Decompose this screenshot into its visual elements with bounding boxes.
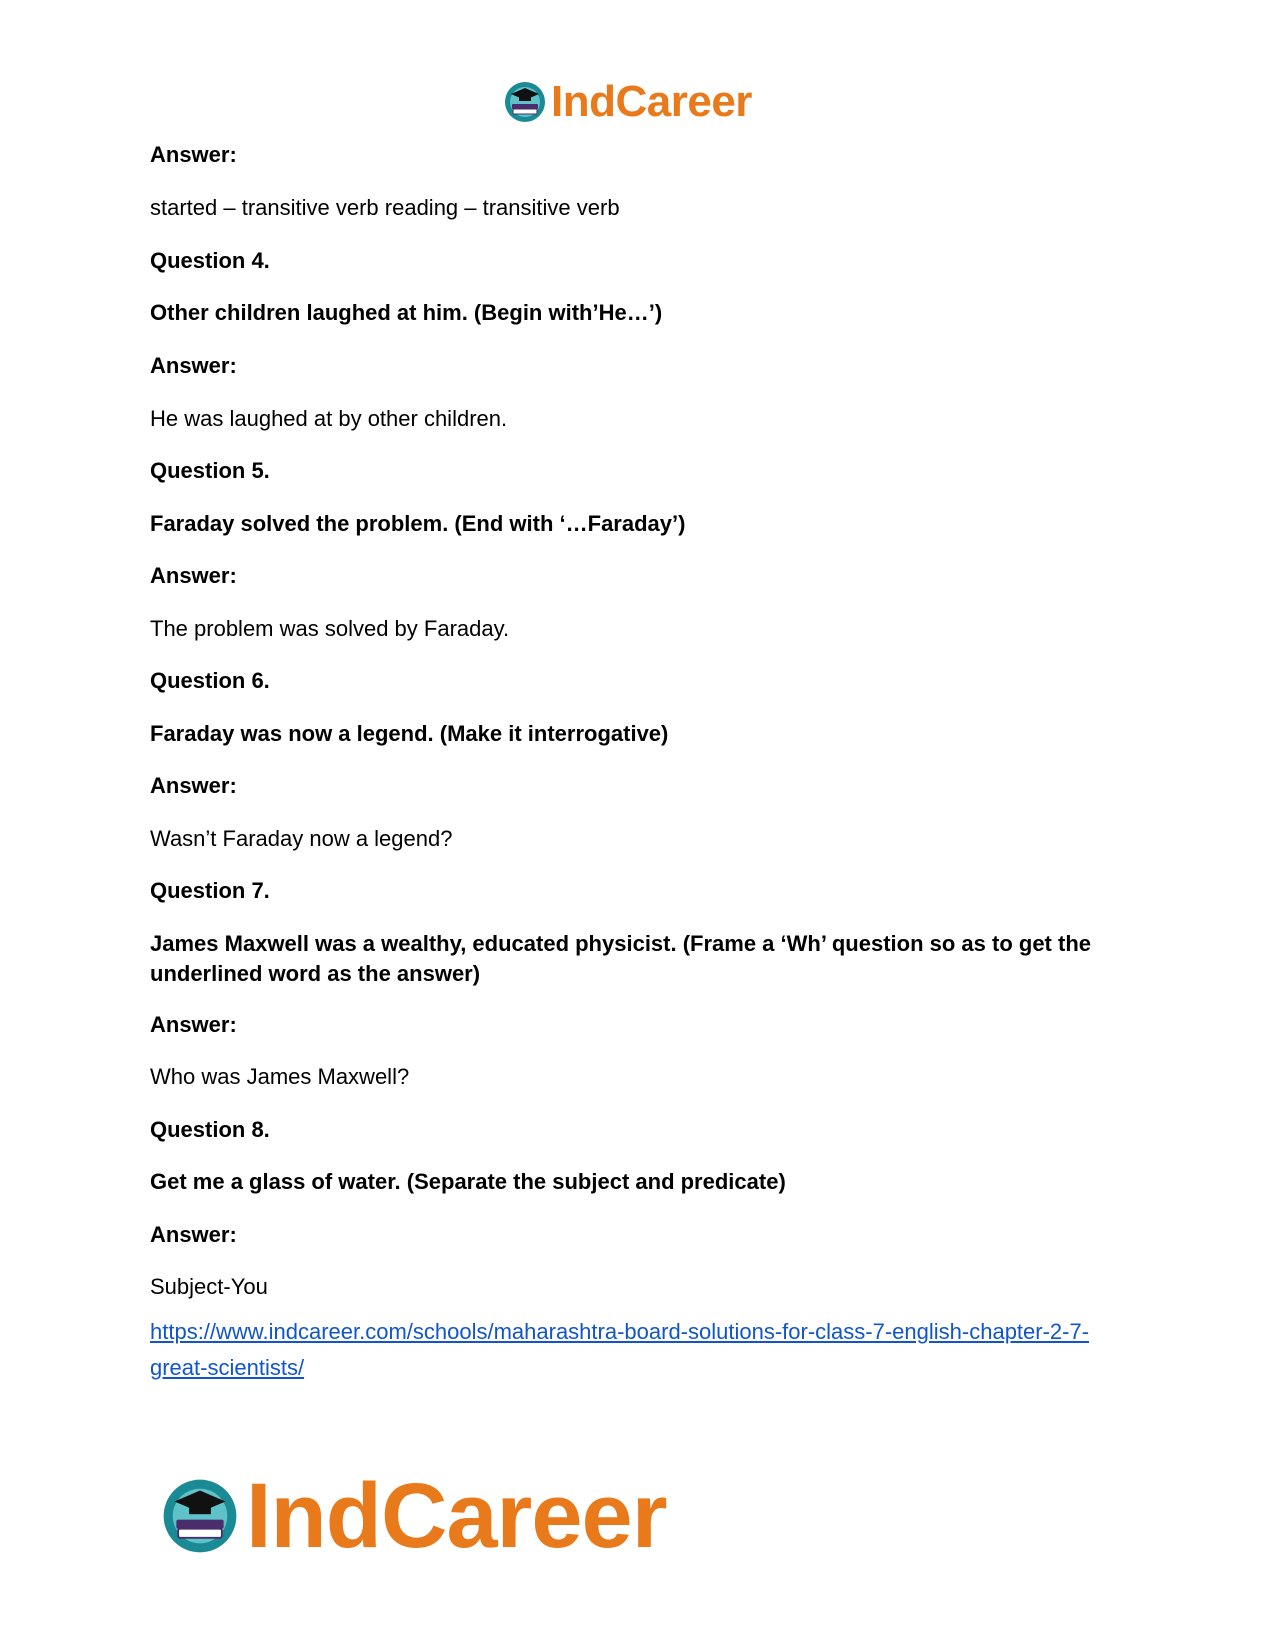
question-number: Question 8. bbox=[150, 1117, 270, 1142]
logo-text: IndCareer bbox=[246, 1465, 667, 1567]
question-text: Other children laughed at him. (Begin with’He…’) bbox=[150, 300, 663, 325]
question-text: Get me a glass of water. (Separate the subject and predicate) bbox=[150, 1169, 786, 1194]
answer-label: Answer: bbox=[150, 773, 237, 798]
question-text: Faraday was now a legend. (Make it interrogative) bbox=[150, 721, 669, 746]
answer-label: Answer: bbox=[150, 1012, 237, 1037]
answer-label: Answer: bbox=[150, 1222, 237, 1247]
graduation-book-icon bbox=[160, 1476, 240, 1556]
question-number: Question 7. bbox=[150, 878, 270, 903]
footer-logo bbox=[160, 1465, 667, 1567]
source-link[interactable]: https://www.indcareer.com/schools/maharashtra-board-solutions-for-class-7-english-chapter-2-7-great-scientists/ bbox=[150, 1319, 1090, 1380]
question-number: Question 5. bbox=[150, 458, 270, 483]
answer-text: Who was James Maxwell? bbox=[150, 1064, 410, 1089]
answer-text: started – transitive verb reading – transitive verb bbox=[150, 195, 620, 220]
header-logo bbox=[503, 77, 752, 126]
question-text: Faraday solved the problem. (End with ‘…Faraday’) bbox=[150, 511, 686, 536]
answer-text: He was laughed at by other children. bbox=[150, 406, 508, 431]
answer-label: Answer: bbox=[150, 142, 237, 167]
question-text: James Maxwell was a wealthy, educated physicist. (Frame a ‘Wh’ question so as to get the underlined word as the answer) bbox=[150, 931, 1091, 986]
question-number: Question 4. bbox=[150, 248, 270, 273]
answer-label: Answer: bbox=[150, 563, 237, 588]
logo-text: IndCareer bbox=[551, 77, 752, 126]
question-number: Question 6. bbox=[150, 668, 270, 693]
answer-text: The problem was solved by Faraday. bbox=[150, 616, 510, 641]
graduation-book-icon bbox=[503, 80, 547, 124]
answer-text: Subject-You bbox=[150, 1274, 268, 1299]
answer-text: Wasn’t Faraday now a legend? bbox=[150, 826, 453, 851]
answer-label: Answer: bbox=[150, 353, 237, 378]
